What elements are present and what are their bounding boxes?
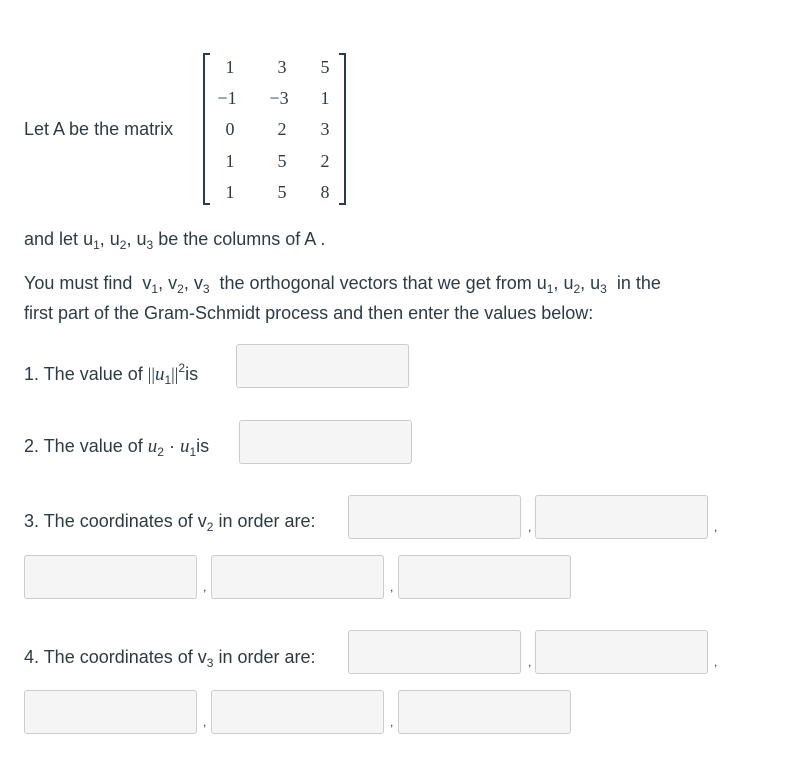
subscript: 1 <box>93 238 100 252</box>
separator-comma: , <box>390 715 394 729</box>
norm-bar: || <box>171 364 179 384</box>
u-symbol: u <box>147 436 158 457</box>
q1-answer-input[interactable] <box>236 344 409 388</box>
separator-comma: , <box>528 655 532 669</box>
and-let-text: and let <box>24 229 79 249</box>
separator-comma: , <box>714 655 718 669</box>
u-symbol: u <box>179 436 190 457</box>
matrix-cell: 0 <box>225 119 235 139</box>
q1-suffix: is <box>185 364 199 384</box>
matrix-cell: 5 <box>277 151 287 171</box>
matrix-cell: 1 <box>320 88 330 108</box>
q3-prefix: 3. The coordinates of v <box>24 511 207 531</box>
v-symbol: v <box>168 273 178 293</box>
q2-answer-input[interactable] <box>239 420 412 464</box>
matrix-a <box>203 53 346 205</box>
matrix-cell: 5 <box>320 57 330 77</box>
matrix-cell: 2 <box>277 119 287 139</box>
subscript: 3 <box>202 282 210 296</box>
v-symbol: v <box>193 273 203 293</box>
q4-coordinate-1-input[interactable] <box>348 630 521 674</box>
u-symbol: u <box>536 273 547 293</box>
q3-coordinate-1-input[interactable] <box>348 495 521 539</box>
columns-statement: and let $u_1$, $u_2$, $u_3$ be the columns of A . <box>24 229 326 252</box>
u-symbol: u <box>154 364 165 385</box>
q4-coordinate-4-input[interactable] <box>211 690 384 734</box>
matrix-cell: −1 <box>217 88 237 108</box>
q3-coordinate-3-input[interactable] <box>24 555 197 599</box>
matrix-cell: 1 <box>225 57 235 77</box>
subscript: 2 <box>119 238 127 252</box>
matrix-cell: 1 <box>225 151 235 171</box>
orthogonal-text: the orthogonal vectors that we get from <box>219 273 532 293</box>
q4-prefix: 4. The coordinates of v <box>24 647 207 667</box>
separator-comma: , <box>528 520 532 534</box>
subscript: 1 <box>546 282 554 296</box>
subscript: 2 <box>573 282 581 296</box>
q2-prefix: 2. The value of <box>24 436 143 456</box>
u-symbol: u <box>109 229 120 249</box>
matrix-intro-label: Let A be the matrix <box>24 119 174 139</box>
q4-suffix: in order are: <box>218 647 316 667</box>
exponent: 2 <box>178 361 186 375</box>
subscript: 1 <box>189 445 197 459</box>
question-4-label <box>24 647 316 670</box>
matrix-cell: 8 <box>320 182 330 202</box>
be-columns-text: be the columns of A . <box>158 229 326 249</box>
u-symbol: u <box>563 273 574 293</box>
subscript: 3 <box>146 238 154 252</box>
u-symbol: u <box>136 229 147 249</box>
question-2-label <box>24 436 209 459</box>
q3-coordinate-2-input[interactable] <box>535 495 708 539</box>
subscript: 1 <box>151 282 159 296</box>
matrix-left-bracket <box>203 53 210 205</box>
q3-coordinate-4-input[interactable] <box>211 555 384 599</box>
subscript: 1 <box>164 373 172 387</box>
q2-suffix: is <box>196 436 210 456</box>
matrix-cell: −3 <box>269 88 289 108</box>
matrix-cell: 5 <box>277 182 287 202</box>
matrix-cell: 3 <box>277 57 287 77</box>
q1-prefix: 1. The value of <box>24 364 143 384</box>
u-symbol: u <box>590 273 601 293</box>
subscript: 2 <box>157 445 164 459</box>
dot-operator: · <box>168 436 175 456</box>
matrix-cell: 3 <box>320 119 330 139</box>
separator-comma: , <box>714 520 718 534</box>
subscript: 3 <box>600 282 607 296</box>
instructions-line-2: first part of the Gram-Schmidt process and then enter the values below: <box>24 303 594 323</box>
matrix-cell: 2 <box>320 151 330 171</box>
q4-coordinate-3-input[interactable] <box>24 690 197 734</box>
q3-coordinate-5-input[interactable] <box>398 555 571 599</box>
subscript: 2 <box>177 282 184 296</box>
question-3-label <box>24 511 316 534</box>
matrix-cell: 1 <box>225 182 235 202</box>
separator-comma: , <box>203 580 207 594</box>
v-symbol: v <box>142 273 152 293</box>
subscript: 2 <box>206 520 214 534</box>
q3-suffix: in order are: <box>218 511 316 531</box>
instructions-line-1: You must find $v_1$, $v_2$, $v_3$ the orthogonal vectors that we get from $u_1$, $u_2$, $u_3$ in the <box>24 273 661 296</box>
q4-coordinate-2-input[interactable] <box>535 630 708 674</box>
in-the-text: in the <box>616 273 661 293</box>
subscript: 3 <box>206 656 214 670</box>
separator-comma: , <box>390 580 394 594</box>
u-symbol: u <box>83 229 94 249</box>
norm-bar: || <box>147 364 155 384</box>
question-1-label <box>24 361 198 387</box>
q4-coordinate-5-input[interactable] <box>398 690 571 734</box>
separator-comma: , <box>203 715 207 729</box>
you-must-find-text: You must find <box>24 273 133 293</box>
